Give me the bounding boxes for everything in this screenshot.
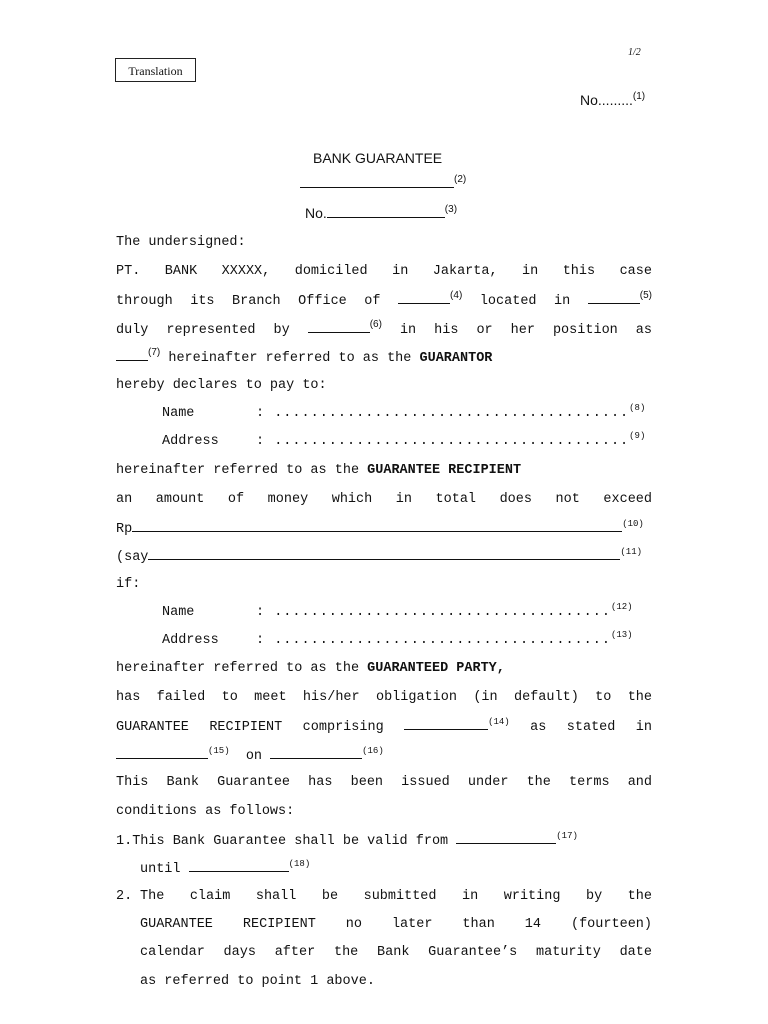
issued-line: This Bank Guarantee has been issued under the terms and (116, 775, 652, 790)
undersigned-line: The undersigned: (116, 235, 246, 250)
declares-line: hereby declares to pay to: (116, 378, 327, 393)
amount-line: an amount of money which in total does not exceed (116, 492, 652, 507)
representative-blank-group (308, 319, 382, 338)
guarantor-term: GUARANTOR (419, 351, 493, 366)
branch-text: through its Branch Office of (116, 294, 381, 309)
comprising-blank-group (404, 717, 510, 735)
blank-line (300, 175, 454, 188)
say-label: (say (116, 550, 149, 565)
stated-text: as stated in (530, 720, 652, 735)
party-referred-line (116, 660, 652, 678)
location-blank-group (588, 290, 653, 309)
ref-10: (10) (622, 519, 644, 529)
ref-13: (13) (610, 630, 633, 640)
recipient-referred-line (116, 462, 652, 480)
if-line: if: (116, 577, 141, 592)
address-dots: : ....................................... (256, 434, 630, 449)
document-number-text: No......... (580, 92, 633, 108)
stated-in-line (116, 746, 652, 766)
page-number: 1/2 (628, 47, 641, 58)
say-line (116, 547, 652, 567)
branch-line (116, 291, 652, 311)
name-dots: : ....................................... (256, 406, 630, 421)
ref-2: (2) (454, 174, 467, 185)
guarantee-recipient-term: GUARANTEE RECIPIENT (367, 463, 522, 478)
guarantor-line (116, 348, 652, 368)
blank-line (308, 320, 370, 333)
blank-line (116, 746, 208, 759)
ref-18: (18) (288, 859, 311, 869)
name-label: Name (162, 605, 195, 620)
recipient-name-row (162, 405, 652, 423)
party-name-row (162, 604, 652, 622)
rp-line (116, 519, 652, 539)
recipient-address-row (162, 433, 652, 451)
ref-5: (5) (639, 290, 653, 301)
branch-blank-group (398, 290, 463, 309)
conditions-line: conditions as follows: (116, 804, 295, 819)
blank-line (189, 859, 289, 872)
blank-line (398, 291, 450, 304)
referred-text: hereinafter referred to as the (168, 351, 412, 366)
position-text: in his or her position as (399, 323, 652, 338)
translation-label: Translation (115, 58, 196, 82)
blank-line (404, 717, 488, 730)
blank-line (132, 519, 622, 532)
ref-7: (7) (148, 347, 161, 358)
ref-16: (16) (362, 746, 384, 756)
address-dots: : ..................................... (256, 633, 611, 648)
represented-text: duly represented by (116, 323, 290, 338)
address-label: Address (162, 633, 219, 648)
subtitle-blank (300, 175, 466, 191)
blank-line (148, 547, 620, 560)
guaranteed-party-term: GUARANTEED PARTY, (367, 661, 505, 676)
represented-line (116, 320, 652, 340)
blank-line (270, 746, 362, 759)
ref-6: (6) (369, 319, 382, 330)
comprising-line (116, 717, 652, 737)
condition-item-1-cont (140, 859, 652, 879)
condition-item-2-line4: as referred to point 1 above. (140, 974, 375, 989)
guarantee-number (305, 205, 457, 221)
ref-3: (3) (444, 204, 458, 215)
blank-line (116, 348, 148, 361)
ref-15: (15) (208, 746, 230, 756)
condition-item-2-line1: The claim shall be submitted in writing by the (140, 889, 652, 904)
party-address-row (162, 632, 652, 650)
ref-8: (8) (629, 403, 646, 413)
name-label: Name (162, 406, 195, 421)
ref-1: (1) (632, 91, 646, 102)
blank-line (456, 831, 556, 844)
rp-label: Rp (116, 522, 133, 537)
comprising-text: GUARANTEE RECIPIENT comprising (116, 720, 384, 735)
ref-17: (17) (556, 831, 578, 841)
located-text: located in (479, 294, 571, 309)
address-label: Address (162, 434, 219, 449)
blank-line (327, 205, 445, 218)
referred-text: hereinafter referred to as the (116, 463, 360, 478)
condition-item-2-line3: calendar days after the Bank Guarantee’s maturity date (140, 945, 652, 960)
bank-line: PT. BANK XXXXX, domiciled in Jakarta, in this case (116, 264, 652, 279)
ref-11: (11) (620, 547, 643, 557)
item-text: This Bank Guarantee shall be valid from (132, 834, 449, 849)
condition-item-2-line2: GUARANTEE RECIPIENT no later than 14 (fourteen) (140, 917, 652, 932)
ref-12: (12) (610, 602, 633, 612)
item-number: 1. (116, 834, 133, 849)
until-text: until (140, 862, 181, 877)
failed-line: has failed to meet his/her obligation (in default) to the (116, 690, 652, 705)
ref-9: (9) (629, 431, 646, 441)
item-number: 2. (116, 889, 133, 904)
no-label: No. (305, 205, 327, 221)
ref-4: (4) (450, 290, 463, 301)
condition-item-1 (116, 831, 652, 851)
ref-14: (14) (488, 717, 510, 727)
referred-text: hereinafter referred to as the (116, 661, 360, 676)
blank-line (588, 291, 640, 304)
name-dots: : ..................................... (256, 605, 611, 620)
document-title: BANK GUARANTEE (313, 150, 443, 166)
on-text: on (245, 749, 263, 764)
document-number (580, 92, 645, 108)
